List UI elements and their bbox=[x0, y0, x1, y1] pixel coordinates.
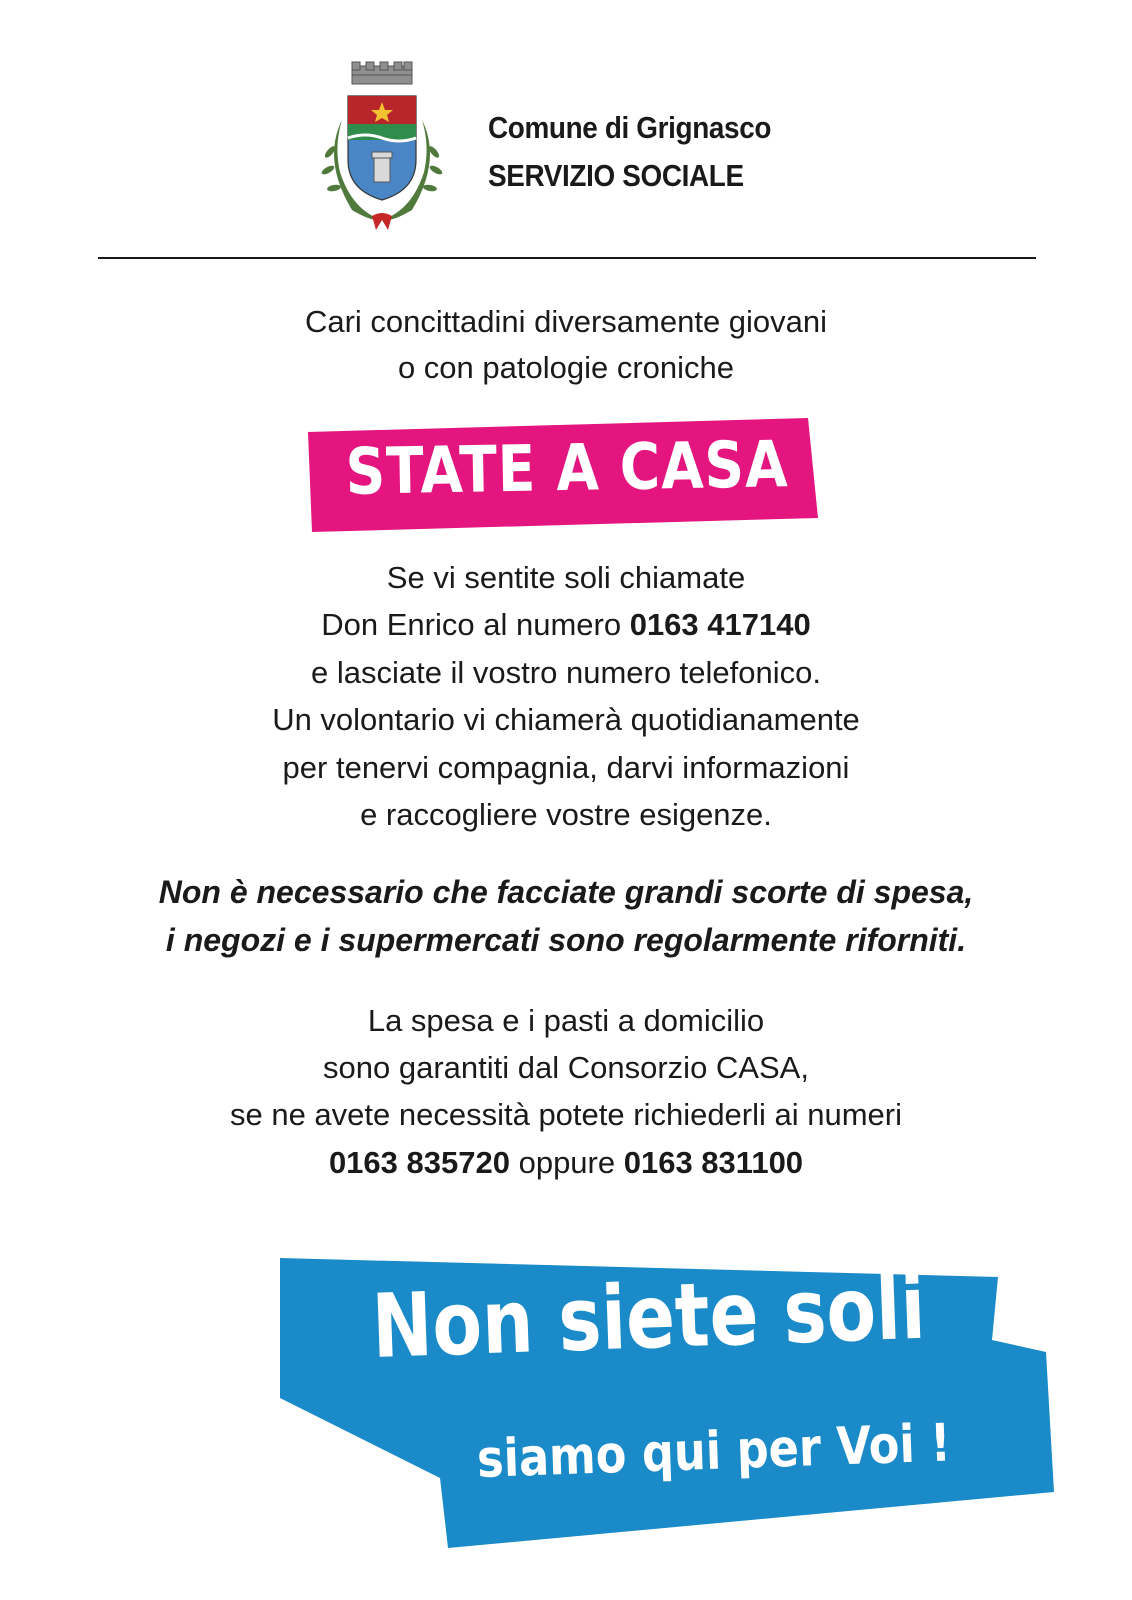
helpline-line-5: per tenervi compagnia, darvi informazioni bbox=[282, 750, 850, 785]
shopping-note-line-1: Non è necessario che facciate grandi scorte di spesa, bbox=[158, 874, 974, 910]
intro-line-2: o con patologie croniche bbox=[397, 350, 735, 385]
helpline-line-1: Se vi sentite soli chiamate bbox=[386, 560, 746, 595]
delivery-line-2: sono garantiti dal Consorzio CASA, bbox=[323, 1050, 809, 1085]
helpline-line-6: e raccogliere vostre esigenze. bbox=[360, 797, 772, 832]
delivery-phone-1: 0163 835720 bbox=[328, 1145, 510, 1180]
closing-banner-sub: siamo qui per Voi ! bbox=[475, 1413, 952, 1490]
helpline-line-2-text: Don Enrico al numero bbox=[321, 607, 630, 642]
helpline-phone: 0163 417140 bbox=[629, 607, 811, 642]
shopping-note-line-2: i negozi e i supermercati sono regolarmente riforniti. bbox=[165, 922, 967, 958]
stay-home-label: STATE A CASA bbox=[344, 428, 790, 510]
delivery-separator: oppure bbox=[509, 1145, 624, 1180]
delivery-line-3: se ne avete necessità potete richiederli ai numeri bbox=[229, 1097, 903, 1132]
org-name: Comune di Grignasco bbox=[488, 110, 772, 145]
helpline-line-3: e lasciate il vostro numero telefonico. bbox=[310, 655, 822, 690]
intro-line-1: Cari concittadini diversamente giovani bbox=[304, 304, 828, 339]
delivery-phone-2: 0163 831100 bbox=[623, 1145, 804, 1180]
delivery-line-1: La spesa e i pasti a domicilio bbox=[367, 1003, 765, 1038]
department-name: SERVIZIO SOCIALE bbox=[488, 158, 744, 193]
helpline-line-4: Un volontario vi chiamerà quotidianamente bbox=[272, 702, 860, 737]
closing-banner-main: Non siete soli bbox=[370, 1255, 928, 1378]
